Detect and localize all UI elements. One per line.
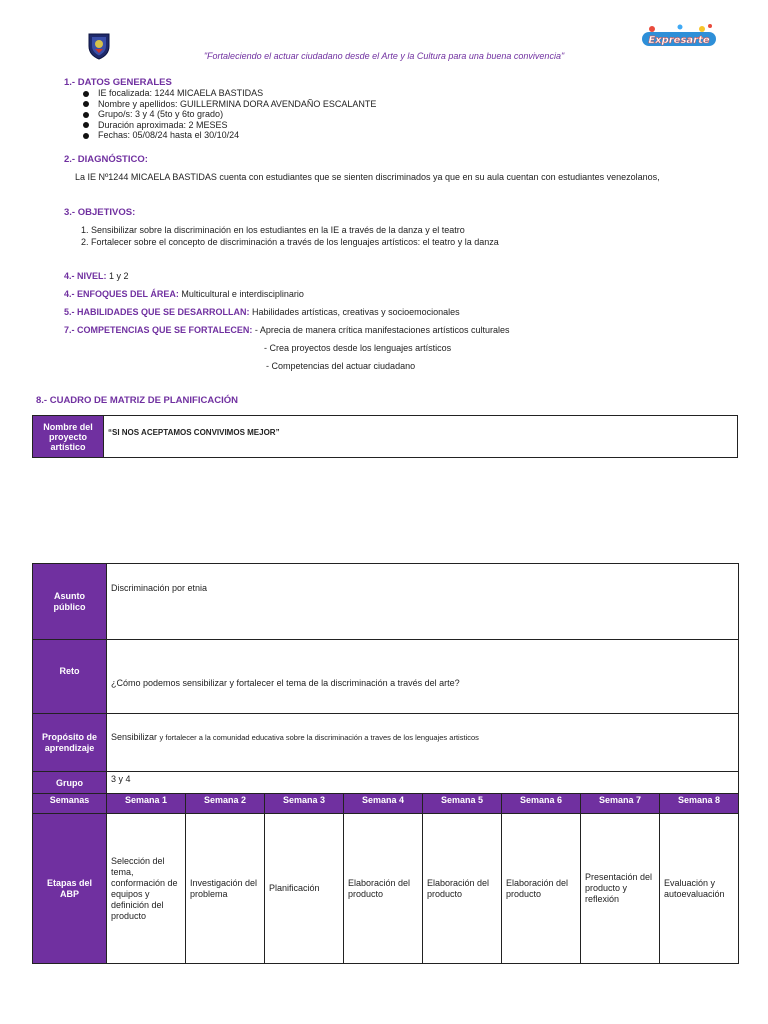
competencias-item: - Crea proyectos desde los lenguajes artísticos [264, 343, 452, 353]
habilidades-value: Habilidades artísticas, creativas y socioemocionales [249, 307, 460, 317]
competencias-label: 7.- COMPETENCIAS QUE SE FORTALECEN: [64, 325, 253, 335]
asunto-value: Discriminación por etnia [107, 564, 739, 640]
semana-header: Semana 3 [265, 794, 344, 814]
semana-header: Semana 6 [502, 794, 581, 814]
proyecto-value: “SI NOS ACEPTAMOS CONVIVIMOS MEJOR” [104, 416, 738, 458]
matriz-title: 8.- CUADRO DE MATRIZ DE PLANIFICACIÓN [36, 395, 238, 406]
etapa-cell: Evaluación y autoevaluación [660, 814, 739, 964]
semanas-row [33, 794, 739, 814]
reto-value: ¿Cómo podemos sensibilizar y fortalecer el tema de la discriminación a través del arte? [107, 640, 739, 714]
asunto-label: Asunto público [33, 564, 107, 640]
proposito-label: Propósito de aprendizaje [33, 714, 107, 772]
datos-generales-list [81, 88, 376, 141]
proposito-value-rest: y fortalecer a la comunidad educativa sobre la discriminación a traves de los lenguajes artisticos [159, 733, 479, 742]
objetivos-title: 3.- OBJETIVOS: [64, 207, 136, 218]
semanas-label: Semanas [33, 794, 107, 814]
semana-header: Semana 4 [344, 794, 423, 814]
etapa-cell: Selección del tema, conformación de equipos y definición del producto [107, 814, 186, 964]
enfoques-line [64, 289, 304, 299]
diagnostico-title: 2.- DIAGNÓSTICO: [64, 154, 148, 165]
nivel-value: 1 y 2 [106, 271, 129, 281]
semana-header: Semana 7 [581, 794, 660, 814]
enfoques-label: 4.- ENFOQUES DEL ÁREA: [64, 289, 179, 299]
grupo-label: Grupo [33, 772, 107, 794]
etapa-cell: Elaboración del producto [502, 814, 581, 964]
expresarte-logo [640, 23, 718, 51]
proposito-value-main: Sensibilizar [111, 732, 160, 742]
etapa-cell: Planificación [265, 814, 344, 964]
semana-header: Semana 2 [186, 794, 265, 814]
list-item: Duración aproximada: 2 MESES [81, 120, 376, 131]
list-item: Fechas: 05/08/24 hasta el 30/10/24 [81, 130, 376, 141]
svg-text:Expresarte: Expresarte [648, 35, 710, 46]
etapas-row [33, 814, 739, 964]
asunto-row [33, 564, 739, 640]
datos-generales-title: 1.- DATOS GENERALES [64, 77, 172, 88]
proposito-row [33, 714, 739, 772]
reto-label: Reto [33, 640, 107, 714]
nivel-line [64, 271, 129, 281]
semana-header: Semana 1 [107, 794, 186, 814]
list-item: IE focalizada: 1244 MICAELA BASTIDAS [81, 88, 376, 99]
semana-header: Semana 8 [660, 794, 739, 814]
etapas-label: Etapas del ABP [33, 814, 107, 964]
grupo-value: 3 y 4 [107, 772, 739, 794]
header-tagline: "Fortaleciendo el actuar ciudadano desde el Arte y la Cultura para una buena convivencia" [203, 51, 565, 61]
list-item: Nombre y apellidos: GUILLERMINA DORA AVENDAÑO ESCALANTE [81, 99, 376, 110]
proyecto-table [32, 415, 738, 458]
habilidades-label: 5.- HABILIDADES QUE SE DESARROLLAN: [64, 307, 250, 317]
nivel-label: 4.- NIVEL: [64, 271, 107, 281]
semana-header: Semana 5 [423, 794, 502, 814]
planificacion-table [32, 563, 739, 964]
grupo-row [33, 772, 739, 794]
list-item: 2. Fortalecer sobre el concepto de discriminación a través de los lenguajes artísticos: el teatro y la danza [81, 237, 499, 247]
etapa-cell: Elaboración del producto [344, 814, 423, 964]
etapa-cell: Investigación del problema [186, 814, 265, 964]
proposito-value [107, 714, 739, 772]
diagnostico-text: La IE Nº1244 MICAELA BASTIDAS cuenta con estudiantes que se sienten discriminados ya que en su aula cuentan con estudiantes venezolanos, [75, 172, 660, 182]
list-item: 1. Sensibilizar sobre la discriminación en los estudiantes en la IE a través de la danza y el teatro [81, 225, 465, 235]
competencias-item: - Competencias del actuar ciudadano [266, 361, 416, 371]
etapa-cell: Presentación del producto y reflexión [581, 814, 660, 964]
reto-row [33, 640, 739, 714]
competencias-line [64, 325, 509, 335]
competencias-item: - Aprecia de manera crítica manifestaciones artísticos culturales [252, 325, 510, 335]
list-item: Grupo/s: 3 y 4 (5to y 6to grado) [81, 109, 376, 120]
objetivos-list [81, 224, 499, 248]
enfoques-value: Multicultural e interdisciplinario [178, 289, 304, 299]
habilidades-line [64, 307, 460, 317]
etapa-cell: Elaboración del producto [423, 814, 502, 964]
proyecto-label: Nombre del proyecto artístico [33, 416, 104, 458]
